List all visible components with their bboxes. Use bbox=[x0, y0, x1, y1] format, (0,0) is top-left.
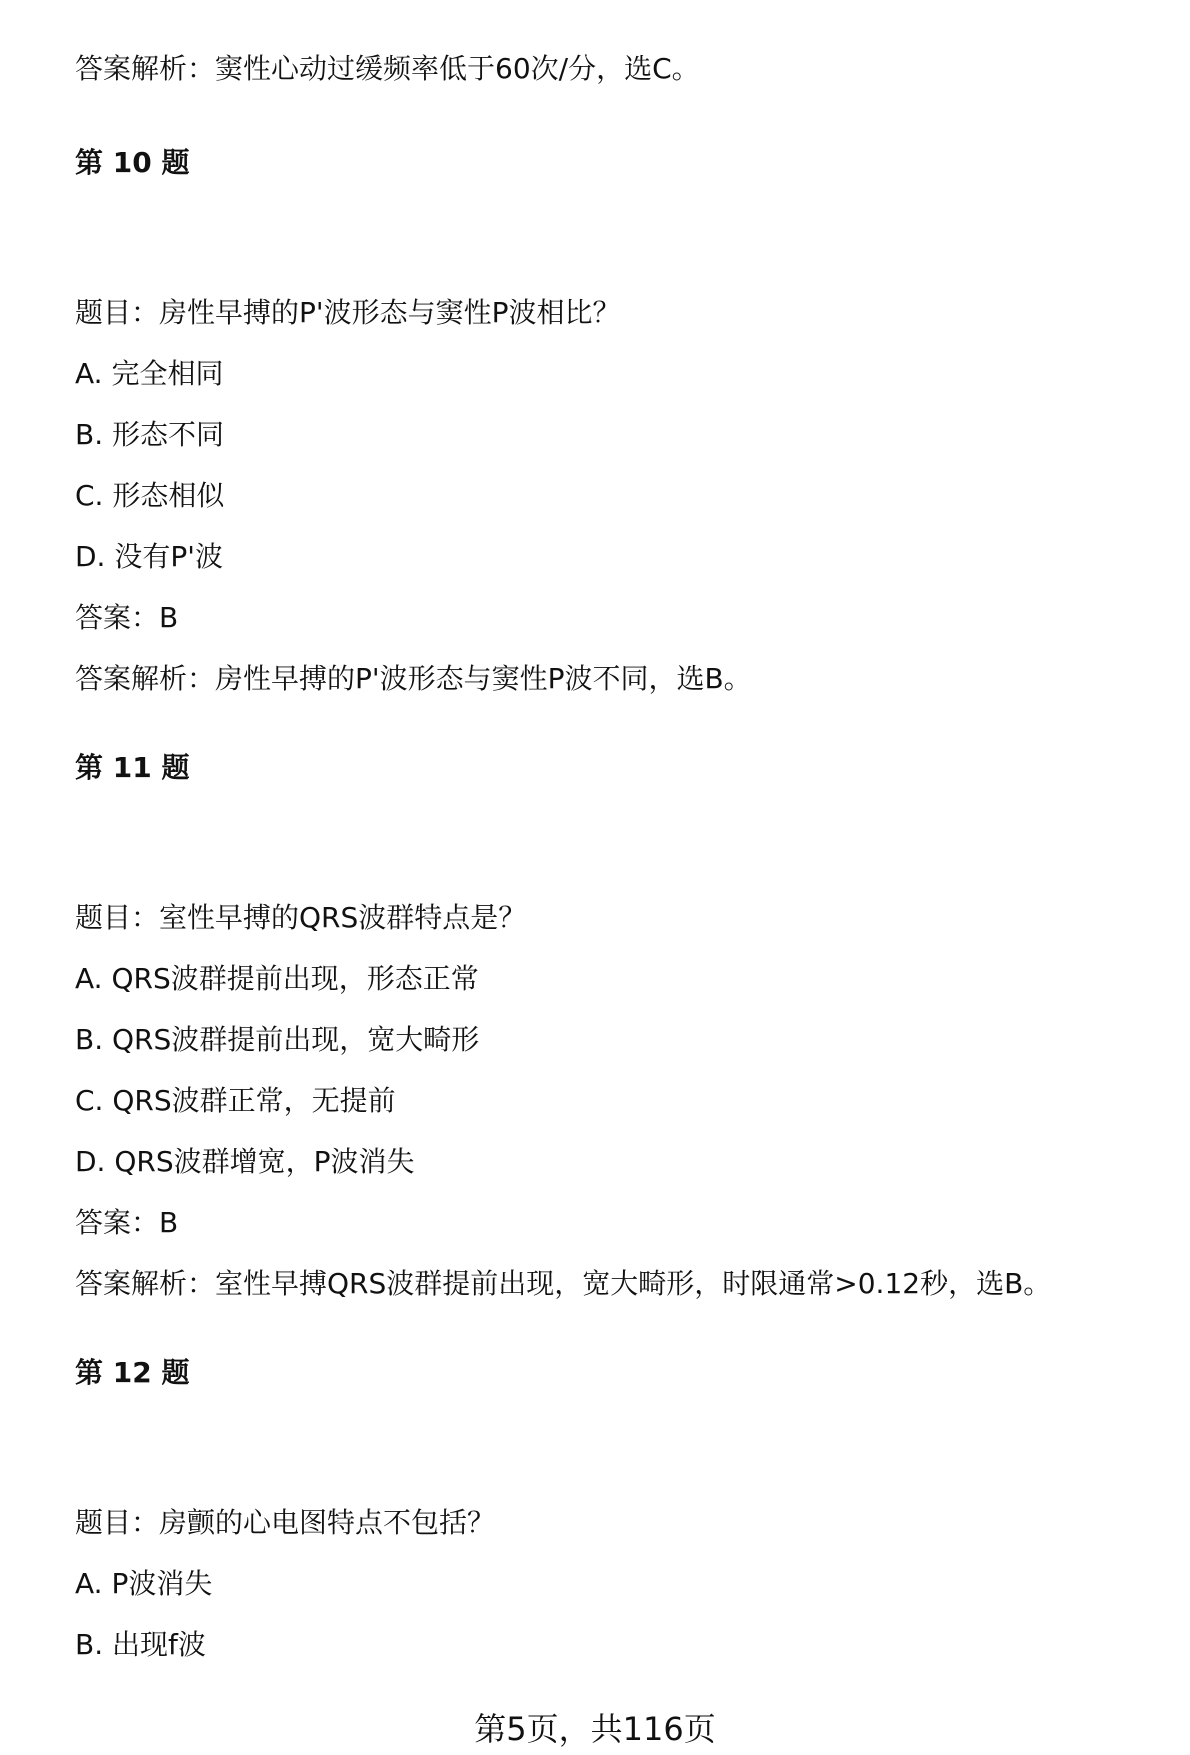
answer-text: 答案：B bbox=[75, 601, 179, 634]
option-a: A. QRS波群提前出现，形态正常 bbox=[75, 962, 479, 995]
option-d: D. QRS波群增宽，P波消失 bbox=[75, 1145, 415, 1178]
option-b: B. QRS波群提前出现，宽大畸形 bbox=[75, 1023, 480, 1056]
question-title: 第 12 题 bbox=[75, 1356, 190, 1389]
option-a: A. P波消失 bbox=[75, 1567, 213, 1600]
option-c: C. QRS波群正常，无提前 bbox=[75, 1084, 396, 1117]
question-title: 第 10 题 bbox=[75, 146, 190, 179]
page-number-footer: 第5页，共116页 bbox=[474, 1710, 716, 1748]
question-prompt: 题目：房颤的心电图特点不包括？ bbox=[75, 1506, 496, 1539]
question-title: 第 11 题 bbox=[75, 751, 190, 784]
explanation-text: 答案解析：室性早搏QRS波群提前出现，宽大畸形，时限通常>0.12秒，选B。 bbox=[75, 1267, 1052, 1300]
answer-text: 答案：B bbox=[75, 1206, 179, 1239]
option-d: D. 没有P'波 bbox=[75, 540, 223, 573]
explanation-text: 答案解析：窦性心动过缓频率低于60次/分，选C。 bbox=[75, 52, 700, 85]
option-b: B. 出现f波 bbox=[75, 1628, 206, 1661]
option-c: C. 形态相似 bbox=[75, 479, 225, 512]
option-b: B. 形态不同 bbox=[75, 418, 225, 451]
explanation-text: 答案解析：房性早搏的P'波形态与窦性P波不同，选B。 bbox=[75, 662, 752, 695]
question-prompt: 题目：室性早搏的QRS波群特点是？ bbox=[75, 901, 527, 934]
question-prompt: 题目：房性早搏的P'波形态与窦性P波相比？ bbox=[75, 296, 621, 329]
option-a: A. 完全相同 bbox=[75, 357, 224, 390]
